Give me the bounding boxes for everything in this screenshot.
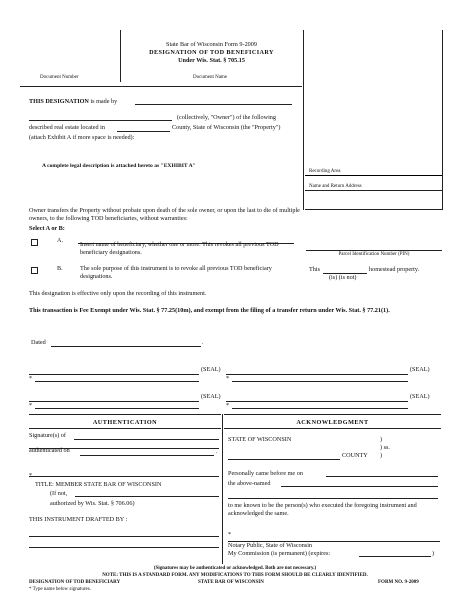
effective-statement: This designation is effective only upon the recording of this instrument. [29, 290, 207, 297]
footer-left: DESIGNATION OF TOD BENEFICIARY [29, 580, 121, 585]
acknowledgment-heading: ACKNOWLEDGMENT [296, 419, 369, 426]
authenticated-period: . [216, 448, 218, 455]
recording-area-label: Recording Area [309, 169, 341, 174]
authenticated-on: authenticated on [29, 447, 70, 454]
document-title: DESIGNATION OF TOD BENEFICIARY [149, 49, 274, 56]
statute-reference: Under Wis. Stat. § 705.15 [178, 57, 245, 64]
county-field[interactable] [117, 131, 170, 132]
owner-collectively: (collectively, "Owner") of the following [177, 114, 276, 121]
star-2: * [226, 375, 230, 382]
parcel-id-label: Parcel Identification Number (PIN) [338, 252, 410, 257]
county-ack-field[interactable] [228, 459, 340, 460]
typed-name-line-2[interactable] [232, 381, 408, 382]
paren-1: ) [380, 436, 383, 443]
if-not-field[interactable] [75, 496, 219, 497]
is-is-not-label: (is) (is not) [329, 274, 357, 281]
state-of-wisconsin: STATE OF WISCONSIN [228, 436, 292, 443]
footer-form-number: FORM NO. 9-2009 [378, 580, 419, 585]
star-4: * [226, 402, 230, 409]
footer-center: STATE BAR OF WISCONSIN [198, 580, 264, 585]
seal-2: (SEAL) [410, 366, 430, 373]
dated-field[interactable] [51, 346, 201, 347]
document-number-label: Document Number [40, 75, 79, 80]
signature-line-4[interactable] [226, 401, 408, 402]
type-names-note: * Type name below signatures. [29, 587, 91, 592]
designation-intro: THIS DESIGNATION is made by [29, 98, 118, 105]
auth-star: * [29, 472, 33, 479]
ack-date-field[interactable] [326, 476, 438, 477]
signature-line-1[interactable] [29, 374, 199, 375]
seal-4: (SEAL) [410, 393, 430, 400]
county-state: County, State of Wisconsin (the "Property") [172, 124, 281, 131]
recording-column-border [303, 30, 304, 210]
commission-label: My Commission (is permanent) (expires: [228, 550, 331, 557]
signatures-field[interactable] [74, 439, 219, 440]
typed-name-line-1[interactable] [35, 381, 199, 382]
commission-paren: ) [432, 550, 435, 557]
paren-3: ) [380, 452, 383, 459]
typed-name-line-4[interactable] [232, 408, 408, 409]
signatures-of: Signature(s) of [29, 432, 66, 439]
above-named-field-2[interactable] [228, 498, 438, 499]
signature-line-2[interactable] [226, 374, 408, 375]
homestead-this: This [309, 266, 321, 273]
signature-line-3[interactable] [29, 401, 199, 402]
commission-field[interactable] [359, 556, 431, 557]
form-number: State Bar of Wisconsin Form 9-2009 [166, 41, 257, 48]
document-name-label: Document Name [193, 75, 228, 80]
owner-name-field[interactable] [135, 104, 292, 105]
title-member: TITLE: MEMBER STATE BAR OF WISCONSIN [35, 481, 162, 488]
signatures-note: (Signatures may be authenticated or acknowledged. Both are not necessary.) [153, 566, 317, 571]
authenticated-date-field[interactable] [80, 455, 214, 456]
dated-label: Dated [31, 339, 46, 346]
described-real-estate: described real estate located in [29, 124, 105, 131]
standard-form-note: NOTE: THIS IS A STANDARD FORM. ANY MODIFICATIONS TO THIS FORM SHOULD BE CLEARLY IDENTIFIED. [102, 573, 368, 578]
star-1: * [29, 375, 33, 382]
select-a-or-b: Select A or B: [29, 225, 65, 232]
attach-exhibit: (attach Exhibit A if more space is needed): [29, 134, 135, 141]
homestead-label: homestead property. [369, 266, 420, 273]
ack-star: * [228, 531, 232, 538]
county-label: COUNTY [342, 452, 368, 459]
option-a-letter: A. [57, 237, 64, 244]
fee-exempt-statement: This transaction is Fee Exempt under Wis. Stat. § 77.25(10m), and exempt from the filing of a transfer return under Wis. Stat. § 77.21(1). [29, 307, 390, 314]
option-b-letter: B. [57, 265, 63, 272]
ss-label: ) ss. [380, 444, 390, 451]
seal-3: (SEAL) [201, 393, 221, 400]
name-return-address-label: Name and Return Address [309, 184, 362, 189]
transfer-text: Owner transfers the Property without probate upon death of the sole owner, or upon the last to die of multiple owners, to the following TOD beneficiaries, without warranties: [29, 207, 300, 222]
option-b-checkbox[interactable] [31, 267, 38, 274]
star-3: * [29, 402, 33, 409]
authenticator-signature[interactable] [29, 476, 219, 477]
authorized-by: authorized by Wis. Stat. § 706.06) [50, 500, 135, 507]
owner-name-field-2[interactable] [29, 120, 172, 121]
parcel-id-field[interactable] [306, 250, 442, 251]
notary-public: Notary Public, State of Wisconsin [228, 542, 313, 549]
if-not: (If not, [50, 490, 68, 497]
legal-description-note: A complete legal description is attached hereto as "EXHIBIT A" [42, 163, 196, 169]
authentication-heading: AUTHENTICATION [92, 419, 158, 426]
option-a-text: Insert name of beneficiary, whether one or more. This revokes all previous TOD beneficiary designations. [80, 241, 279, 256]
above-named-field[interactable] [281, 486, 438, 487]
known-to-me: to me known to be the person(s) who executed the foregoing instrument and acknowledged the same. [228, 502, 417, 517]
typed-name-line-3[interactable] [35, 408, 199, 409]
seal-1: (SEAL) [201, 366, 221, 373]
above-named: the above-named [228, 480, 271, 487]
dated-period: . [202, 339, 204, 346]
option-b-text: The sole purpose of this instrument is to revoke all previous TOD beneficiary designations. [80, 265, 272, 280]
personally-came: Personally came before me on [228, 470, 303, 477]
option-a-checkbox[interactable] [31, 239, 38, 246]
drafter-field-2[interactable] [29, 547, 219, 548]
drafted-by: THIS INSTRUMENT DRAFTED BY : [29, 516, 128, 523]
drafter-field-1[interactable] [29, 536, 219, 537]
